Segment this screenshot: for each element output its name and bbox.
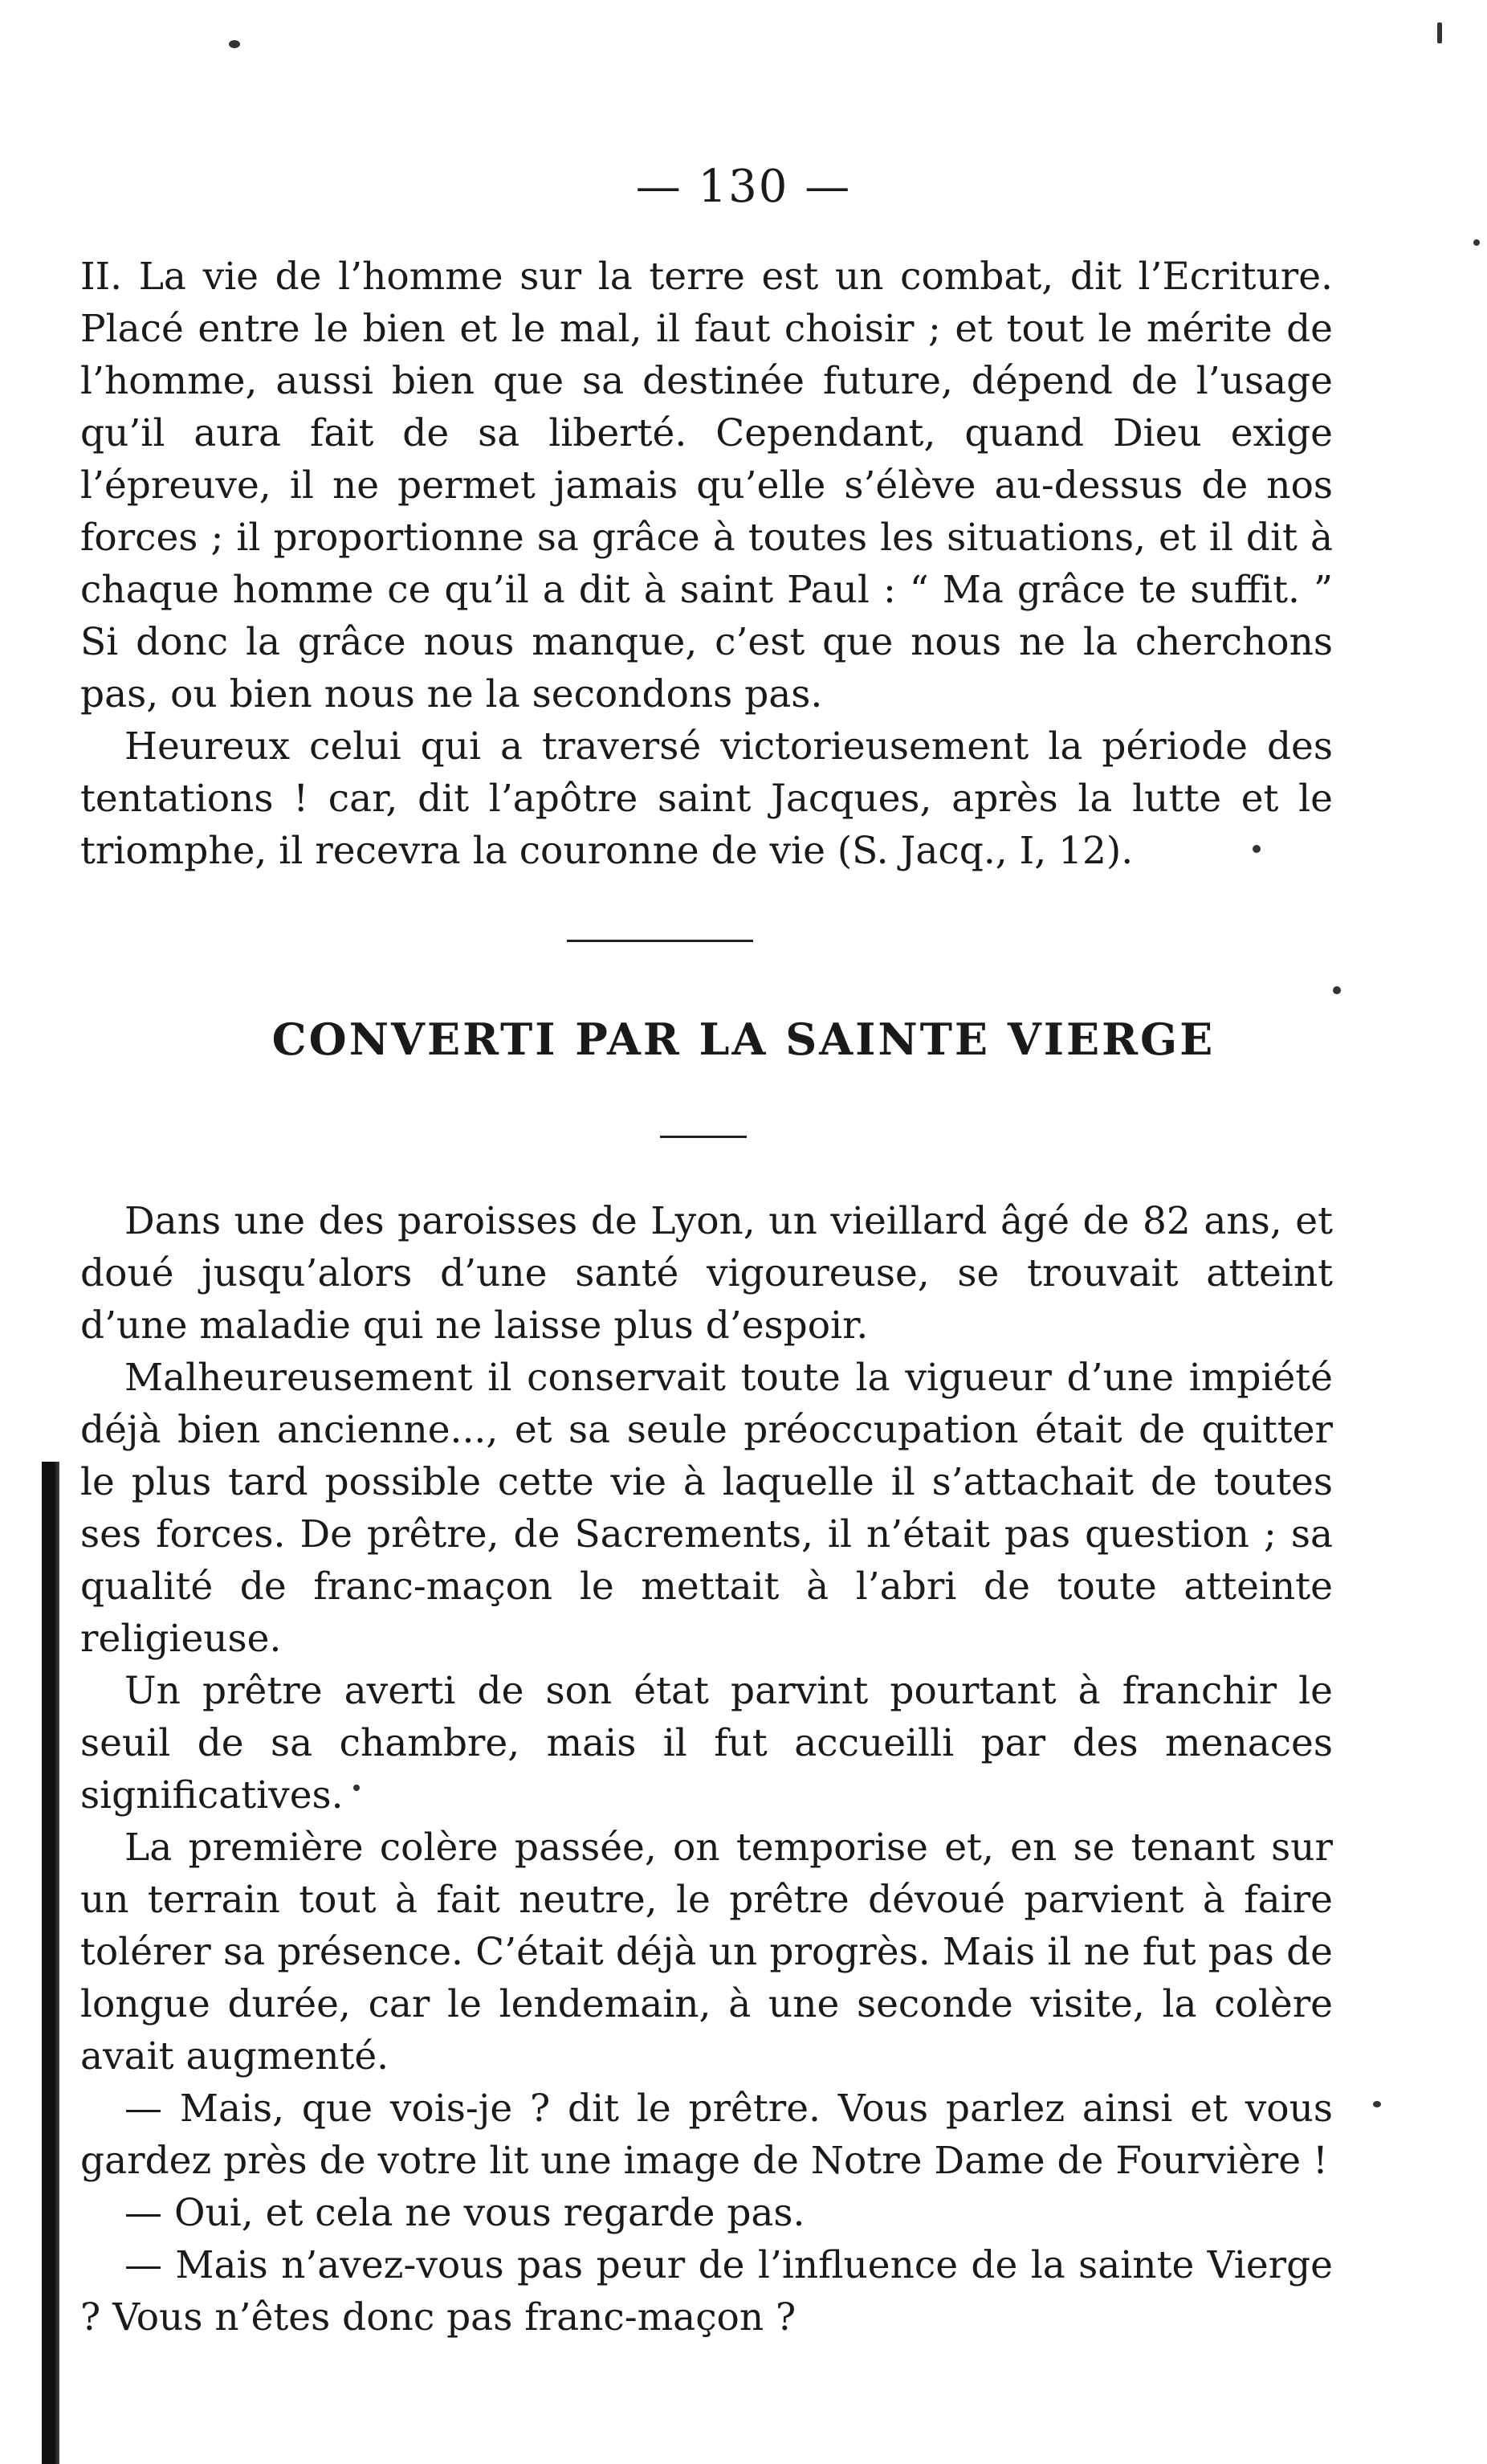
scan-speck bbox=[1373, 2101, 1381, 2107]
paragraph: Heureux celui qui a traversé victorieusement la période des tentations ! car, dit l’apôtre saint Jacques, après la lutte et le triomphe, il recevra la couronne de vie (S. Jacq., I, 12). bbox=[80, 724, 1333, 873]
paragraph: Un prêtre averti de son état parvint pourtant à franchir le seuil de sa chambre, mais il fut accueilli par des menaces significatives. bbox=[80, 1669, 1333, 1817]
paragraph: Malheureusement il conservait toute la vigueur d’une impiété déjà bien ancienne..., et sa seule préoccupation était de quitter le plus tard possible cette vie à laquelle il s’attachait de toutes ses forces. De prêtre, de Sacrements, il n’était pas question ; sa qualité de franc-maçon le mettait à l’abri de toute atteinte religieuse. bbox=[80, 1356, 1333, 1661]
paragraph: II. La vie de l’homme sur la terre est un combat, dit l’Ecriture. Placé entre le bien et le mal, il faut choisir ; et tout le mérite de l’homme, aussi bien que sa destinée future, dépend de l’usage qu’il aura fait de sa liberté. Cependant, quand Dieu exige l’épreuve, il ne permet jamais qu’elle s’élève au-dessus de nos forces ; il proportionne sa grâce à toutes les situations, et il dit à chaque homme ce qu’il a dit à saint Paul : “ Ma grâce te suffit. ” Si donc la grâce nous manque, c’est que nous ne la cherchons pas, ou bien nous ne la secondons pas. bbox=[80, 255, 1333, 716]
scan-speck bbox=[353, 1785, 360, 1791]
heading-underline-rule bbox=[660, 1136, 747, 1138]
paragraph: La première colère passée, on temporise et, en se tenant sur un terrain tout à fait neutre, le prêtre dévoué parvient à faire tolérer sa présence. C’était déjà un progrès. Mais il ne fut pas de longue durée, car le lendemain, à une seconde visite, la colère avait augmenté. bbox=[80, 1826, 1333, 2078]
section-heading: CONVERTI PAR LA SAINTE VIERGE bbox=[271, 1014, 1216, 1065]
scan-speck bbox=[1473, 239, 1480, 246]
scan-speck bbox=[1333, 986, 1341, 994]
page-number: — 130 — bbox=[635, 161, 852, 213]
paragraph: — Mais n’avez-vous pas peur de l’influence de la sainte Vierge ? Vous n’êtes donc pas franc-maçon ? bbox=[80, 2243, 1333, 2340]
section-two-text bbox=[80, 1195, 1333, 2344]
scan-speck bbox=[1253, 845, 1261, 853]
paragraph: — Oui, et cela ne vous regarde pas. bbox=[124, 2191, 805, 2235]
section-one-text bbox=[80, 251, 1333, 877]
scan-speck bbox=[229, 40, 240, 48]
scan-speck bbox=[1437, 22, 1442, 43]
section-divider-rule bbox=[567, 940, 753, 942]
paragraph: — Mais, que vois-je ? dit le prêtre. Vous parlez ainsi et vous gardez près de votre lit une image de Notre Dame de Fourvière ! bbox=[80, 2087, 1333, 2183]
paragraph: Dans une des paroisses de Lyon, un vieillard âgé de 82 ans, et doué jusqu’alors d’une santé vigoureuse, se trouvait atteint d’une maladie qui ne laisse plus d’espoir. bbox=[80, 1199, 1333, 1348]
scan-margin-shadow bbox=[42, 1462, 59, 2464]
